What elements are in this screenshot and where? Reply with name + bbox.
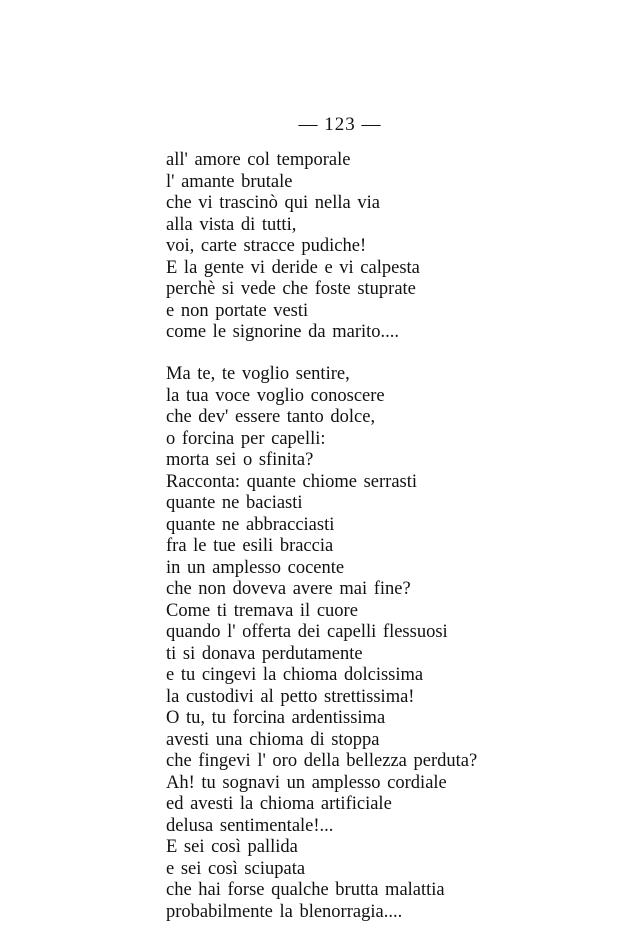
- poem-line: avesti una chioma di stoppa: [166, 729, 380, 750]
- poem-line: quante ne baciasti: [166, 493, 303, 513]
- poem-line: O tu, tu forcina ardentissima: [166, 708, 386, 728]
- poem-line: la tua voce voglio conoscere: [166, 385, 385, 406]
- poem-line: in un amplesso cocente: [166, 557, 345, 578]
- poem-line: quante ne abbracciasti: [166, 514, 335, 535]
- poem-line: e tu cingevi la chioma dolcissima: [166, 665, 424, 685]
- poem-line: e non portate vesti: [166, 300, 309, 321]
- poem-line: la custodivi al petto strettissima!: [166, 686, 415, 707]
- poem-line: Come ti tremava il cuore: [166, 600, 358, 621]
- poem-line: che hai forse qualche brutta malattia: [166, 880, 445, 900]
- stanza-1: [166, 150, 420, 344]
- poem-line: che dev' essere tanto dolce,: [166, 407, 376, 427]
- poem-line: E la gente vi deride e vi calpesta: [166, 257, 420, 278]
- poem-line: e sei così sciupata: [166, 858, 306, 879]
- poem-line: Ma te, te voglio sentire,: [166, 364, 350, 384]
- poem-line: che non doveva avere mai fine?: [166, 579, 411, 599]
- poem-line: alla vista di tutti,: [166, 214, 297, 235]
- poem-line: perchè si vede che foste stuprate: [166, 279, 416, 299]
- poem-line: Ah! tu sognavi un amplesso cordiale: [166, 772, 447, 793]
- poem-line: che fingevi l' oro della bellezza perduta?: [166, 751, 478, 771]
- poem-line: Racconta: quante chiome serrasti: [166, 471, 418, 492]
- poem-line: morta sei o sfinita?: [166, 450, 314, 470]
- poem-line: all' amore col temporale: [166, 150, 351, 170]
- stanza-2: [166, 364, 477, 923]
- poem-line: che vi trascinò qui nella via: [166, 193, 380, 213]
- poem-line: probabilmente la blenorragia....: [166, 901, 403, 922]
- poem-line: ti si donava perdutamente: [166, 643, 363, 664]
- poem-line: quando l' offerta dei capelli flessuosi: [166, 622, 448, 642]
- poem-line: voi, carte stracce pudiche!: [166, 236, 367, 256]
- poem-line: fra le tue esili braccia: [166, 536, 334, 556]
- page-number: — 123 —: [298, 114, 382, 135]
- poem-line: E sei così pallida: [166, 837, 298, 857]
- poem-line: o forcina per capelli:: [166, 428, 326, 449]
- poem-line: ed avesti la chioma artificiale: [166, 794, 392, 814]
- poem-line: l' amante brutale: [166, 171, 293, 192]
- poem-line: come le signorine da marito....: [166, 322, 400, 342]
- poem-line: delusa sentimentale!...: [166, 815, 334, 836]
